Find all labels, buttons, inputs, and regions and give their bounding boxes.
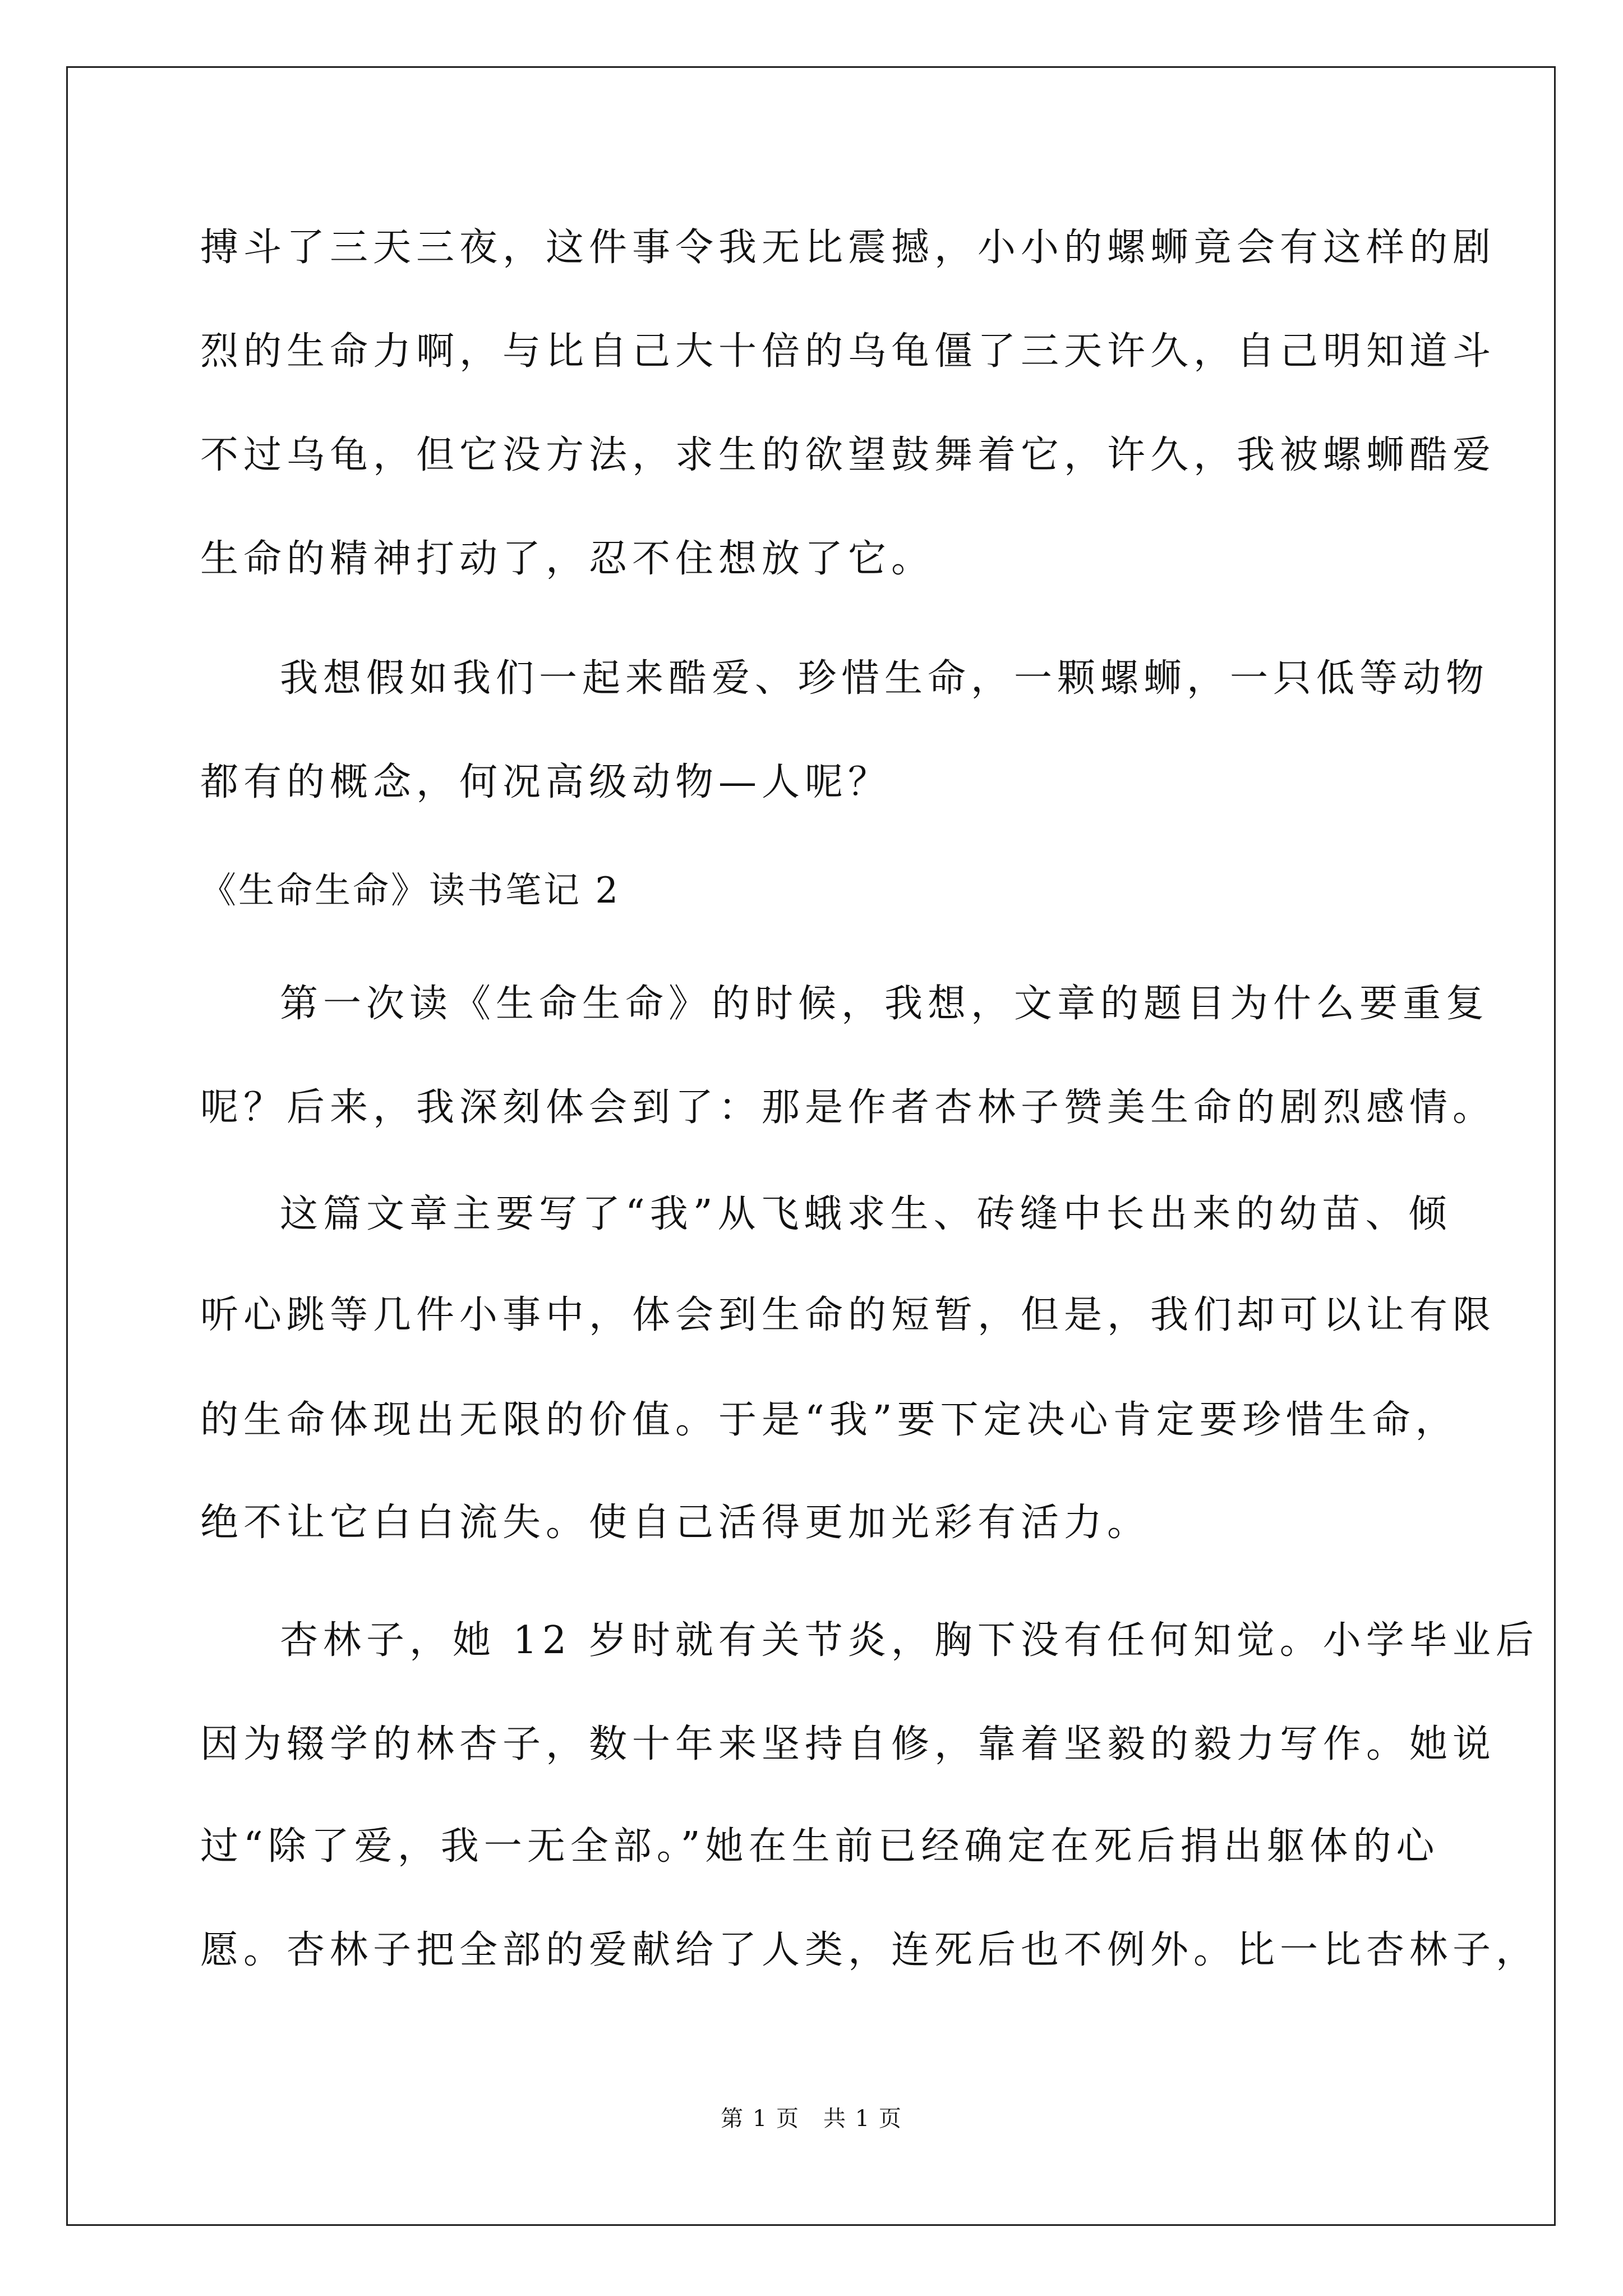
paragraph-line: 烈的生命力啊，与比自己大十倍的乌龟僵了三天许久，自己明知道斗 (200, 329, 1496, 374)
paragraph-line: 因为辍学的林杏子，数十年来坚持自修，靠着坚毅的毅力写作。她说 (200, 1722, 1496, 1766)
paragraph-line: 的生命体现出无限的价值。于是“我”要下定决心肯定要珍惜生命， (200, 1398, 1459, 1442)
paragraph-line: 愿。杏林子把全部的爱献给了人类，连死后也不例外。比一比杏林子， (200, 1928, 1539, 1972)
paragraph-line: 第一次读《生命生命》的时候，我想，文章的题目为什么要重复 (280, 982, 1490, 1026)
paragraph-line: 过“除了爱，我一无全部。”她在生前已经确定在死后捐出躯体的心 (200, 1824, 1440, 1869)
paragraph-line: 呢？后来，我深刻体会到了：那是作者杏林子赞美生命的剧烈感情。 (200, 1085, 1496, 1130)
paragraph-line: 绝不让它白白流失。使自己活得更加光彩有活力。 (200, 1501, 1151, 1545)
paragraph-line: 这篇文章主要写了“我”从飞蛾求生、砖缝中长出来的幼苗、倾 (280, 1192, 1452, 1236)
paragraph-line: 我想假如我们一起来酷爱、珍惜生命，一颗螺蛳，一只低等动物 (280, 656, 1490, 701)
paragraph-line: 搏斗了三天三夜，这件事令我无比震撼，小小的螺蛳竟会有这样的剧 (200, 226, 1496, 270)
section-heading: 《生命生命》读书笔记 2 (200, 870, 621, 912)
paragraph-line: 听心跳等几件小事中，体会到生命的短暂，但是，我们却可以让有限 (200, 1293, 1496, 1337)
page-border (66, 66, 1556, 2226)
paragraph-line: 不过乌龟，但它没方法，求生的欲望鼓舞着它，许久，我被螺蛳酷爱 (200, 433, 1496, 477)
paragraph-line: 都有的概念，何况高级动物—人呢？ (200, 760, 892, 804)
paragraph-line: 杏林子，她 12 岁时就有关节炎，胸下没有任何知觉。小学毕业后 (280, 1618, 1539, 1663)
paragraph-line: 生命的精神打动了，忍不住想放了它。 (200, 537, 935, 581)
page-number-footer: 第 1 页 共 1 页 (721, 2106, 902, 2132)
